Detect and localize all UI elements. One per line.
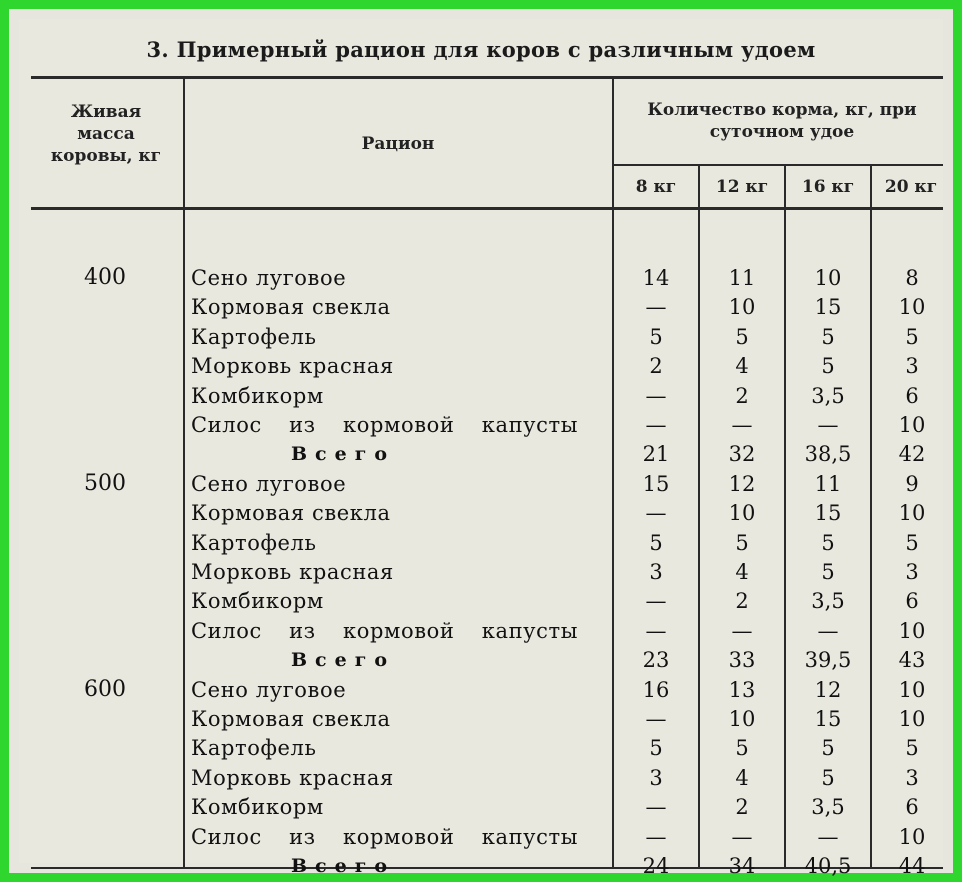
amount-cell: 5: [821, 736, 835, 761]
amount-cell: 2: [735, 383, 749, 408]
amount-cell: 5: [821, 324, 835, 349]
amount-cell: 5: [821, 560, 835, 584]
amount-cell: 3,5: [811, 589, 845, 614]
amount-cell: 3: [649, 765, 663, 790]
amount-cell: 2: [649, 354, 663, 379]
amount-cell: 10: [728, 501, 756, 526]
amount-cell: —: [645, 589, 667, 614]
feed-name: Комбикорм: [191, 383, 324, 408]
feed-name: Картофель: [191, 530, 317, 555]
amount-cell: 11: [814, 471, 842, 496]
amount-cell: 4: [735, 560, 749, 584]
amount-cell: 12: [728, 471, 756, 496]
amount-cell: 5: [649, 324, 663, 349]
feed-name: Силос из кормовой капусты: [191, 824, 579, 849]
feed-name: Картофель: [191, 324, 317, 349]
amount-cell: —: [731, 824, 753, 849]
amount-cell: 5: [821, 765, 835, 790]
amount-cell: 5: [905, 530, 919, 555]
amount-cell: 5: [649, 530, 663, 555]
amount-cell: 5: [735, 530, 749, 555]
feed-name: Кормовая свекла: [191, 295, 391, 320]
feed-name: Кормовая свекла: [191, 707, 391, 731]
yield-header-16: 16 кг: [801, 177, 855, 197]
amount-cell: 8: [905, 266, 919, 290]
amount-cell: 38,5: [804, 442, 852, 467]
amount-cell: —: [645, 383, 667, 408]
amount-cell: 9: [905, 471, 919, 496]
amount-cell: 10: [898, 707, 926, 731]
amount-cell: 15: [642, 471, 670, 496]
amount-cell: —: [645, 501, 667, 526]
amount-cell: 10: [898, 618, 926, 643]
amount-cell: 44: [898, 854, 926, 878]
total-label: Всего: [291, 649, 396, 672]
amount-cell: 15: [814, 295, 842, 320]
mass-header: [31, 101, 181, 167]
amount-cell: 13: [728, 677, 756, 702]
amount-cell: 34: [728, 854, 756, 878]
col-divider-1: [183, 77, 185, 869]
amount-cell: 5: [735, 324, 749, 349]
amount-cell: 33: [728, 648, 756, 673]
amount-cell: 10: [898, 295, 926, 320]
feed-name: Силос из кормовой капусты: [191, 618, 579, 643]
amount-cell: 10: [898, 501, 926, 526]
yield-header-8: 8 кг: [635, 177, 677, 197]
amount-cell: 2: [735, 795, 749, 820]
feed-name: Силос из кормовой капусты: [191, 413, 579, 437]
amount-cell: 3: [649, 560, 663, 584]
amount-cell: 2: [735, 589, 749, 614]
amount-cell: 10: [898, 677, 926, 702]
amount-cell: 6: [905, 795, 919, 820]
quantity-header-line: Количество корма, кг, при: [647, 100, 917, 120]
cow-mass: 500: [84, 470, 126, 496]
mass-header-line: коровы, кг: [50, 146, 162, 166]
amount-cell: 39,5: [804, 648, 852, 673]
top-rule: [31, 76, 943, 79]
feed-name: Кормовая свекла: [191, 501, 391, 526]
feed-name: Комбикорм: [191, 795, 324, 820]
amount-cell: 10: [728, 295, 756, 320]
amount-cell: —: [731, 618, 753, 643]
amount-cell: 43: [898, 648, 926, 673]
feed-name: Сено луговое: [191, 266, 347, 290]
feed-name: Морковь красная: [191, 560, 394, 584]
amount-cell: 15: [814, 707, 842, 731]
amount-cell: 10: [898, 413, 926, 437]
amount-cell: 32: [728, 442, 756, 467]
amount-cell: —: [645, 295, 667, 320]
amount-cell: 4: [735, 765, 749, 790]
subheader-rule: [613, 164, 943, 166]
amount-cell: —: [645, 795, 667, 820]
mass-header-line: масса: [77, 124, 135, 144]
cow-mass: 600: [84, 676, 126, 702]
ration-header: Рацион: [361, 134, 435, 154]
total-label: Всего: [291, 855, 396, 877]
amount-cell: 5: [649, 736, 663, 761]
amount-cell: 4: [735, 354, 749, 379]
mass-header-line: Живая: [70, 102, 142, 122]
col-divider-3: [698, 165, 700, 869]
amount-cell: 42: [898, 442, 926, 467]
quantity-header-line: суточном удое: [709, 122, 855, 142]
amount-cell: 10: [728, 707, 756, 731]
amount-cell: 3: [905, 560, 919, 584]
quantity-header: [615, 99, 949, 143]
feed-name: Комбикорм: [191, 589, 324, 614]
cow-mass: 400: [84, 265, 126, 290]
amount-cell: 3,5: [811, 795, 845, 820]
amount-cell: 3,5: [811, 383, 845, 408]
amount-cell: 23: [642, 648, 670, 673]
amount-cell: —: [817, 618, 839, 643]
amount-cell: 24: [642, 854, 670, 878]
feed-name: Сено луговое: [191, 677, 347, 702]
feed-name: Морковь красная: [191, 765, 394, 790]
yield-header-20: 20 кг: [884, 177, 938, 197]
table-page: [19, 19, 943, 878]
feed-name: Картофель: [191, 736, 317, 761]
amount-cell: 15: [814, 501, 842, 526]
header-bottom-rule: [31, 207, 943, 210]
amount-cell: —: [645, 618, 667, 643]
amount-cell: 10: [898, 824, 926, 849]
amount-cell: 5: [821, 354, 835, 379]
amount-cell: 5: [821, 530, 835, 555]
amount-cell: 3: [905, 354, 919, 379]
feed-name: Морковь красная: [191, 354, 394, 379]
amount-cell: 10: [814, 266, 842, 290]
col-divider-2: [612, 77, 614, 869]
amount-cell: 21: [642, 442, 670, 467]
total-label: Всего: [291, 443, 396, 466]
amount-cell: 5: [905, 736, 919, 761]
amount-cell: —: [645, 824, 667, 849]
amount-cell: —: [645, 413, 667, 437]
amount-cell: —: [817, 413, 839, 437]
amount-cell: 12: [814, 677, 842, 702]
amount-cell: —: [731, 413, 753, 437]
amount-cell: —: [817, 824, 839, 849]
amount-cell: 16: [642, 677, 670, 702]
amount-cell: 11: [728, 266, 756, 290]
amount-cell: 14: [642, 266, 670, 290]
amount-cell: 5: [735, 736, 749, 761]
amount-cell: 40,5: [804, 854, 852, 878]
yield-header-12: 12 кг: [715, 177, 769, 197]
amount-cell: 6: [905, 383, 919, 408]
amount-cell: 3: [905, 765, 919, 790]
feed-name: Сено луговое: [191, 471, 347, 496]
amount-cell: 5: [905, 324, 919, 349]
col-divider-4: [784, 165, 786, 869]
amount-cell: 6: [905, 589, 919, 614]
table-title: 3. Примерный рацион для коров с различным удоем: [146, 37, 816, 62]
amount-cell: —: [645, 707, 667, 731]
